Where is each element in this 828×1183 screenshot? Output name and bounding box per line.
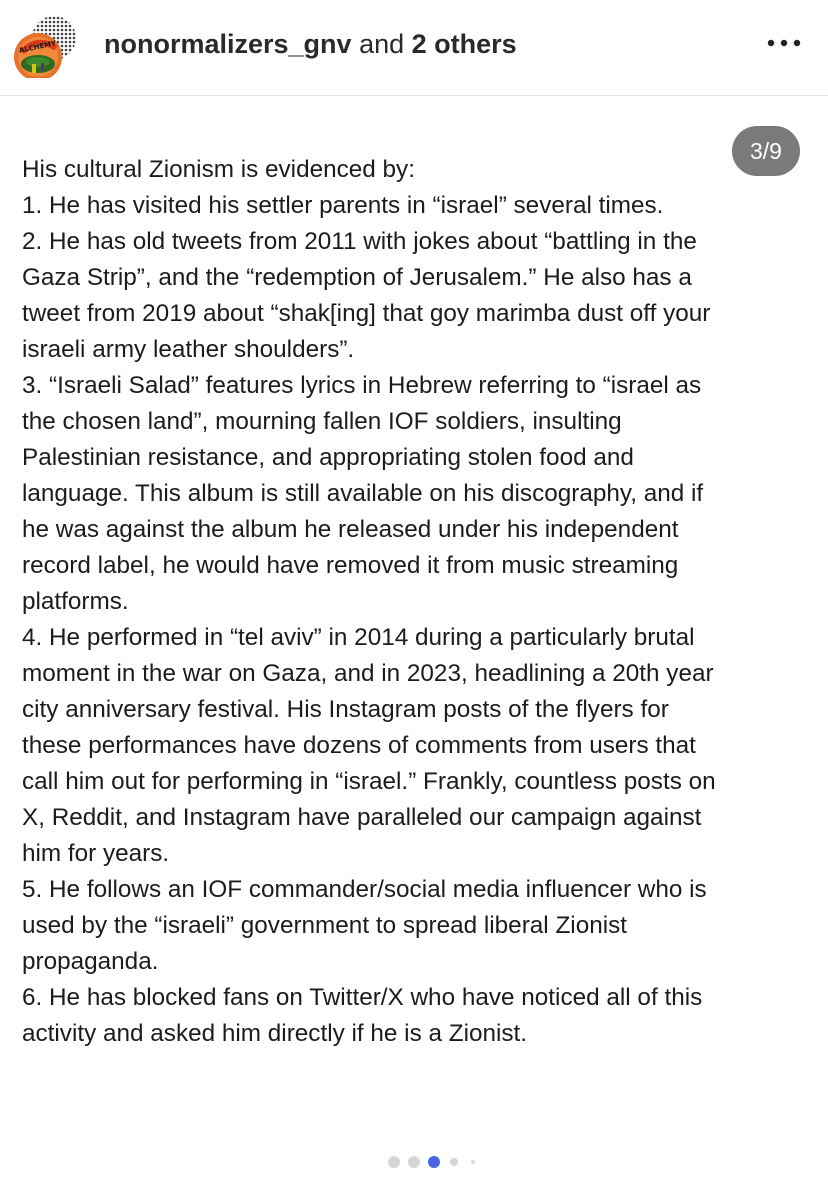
slide-text-line: these performances have dozens of comments from users that (22, 732, 696, 759)
slide-text-line: language. This album is still available on his discography, and if (22, 480, 704, 507)
slide-text-line: X, Reddit, and Instagram have paralleled our campaign against (22, 804, 702, 831)
slide-text-line: His cultural Zionism is evidenced by: (22, 156, 415, 183)
post-header (0, 0, 828, 96)
author-conjunction: and (359, 29, 405, 59)
slide-text-line: used by the “israeli” government to spread liberal Zionist (22, 912, 628, 939)
author-username[interactable]: nonormalizers_gnv (104, 29, 352, 59)
slide-text-line: record label, he would have removed it from music streaming (22, 552, 679, 579)
slide-text-line: platforms. (22, 588, 129, 615)
avatar[interactable] (12, 12, 78, 78)
slide-text-line: israeli army leather shoulders”. (22, 336, 355, 363)
slide-text-line: him for years. (22, 840, 170, 867)
slide-text-line: activity and asked him directly if he is a Zionist. (22, 1020, 528, 1047)
slide-text-line: tweet from 2019 about “shak[ing] that goy marimba dust off your (22, 300, 711, 327)
slide-text-line: 4. He performed in “tel aviv” in 2014 during a particularly brutal (22, 624, 695, 651)
post-author[interactable] (104, 27, 517, 61)
slide-text-line: 6. He has blocked fans on Twitter/X who have noticed all of this (22, 984, 703, 1011)
slide-text-line: the chosen land”, mourning fallen IOF soldiers, insulting (22, 408, 622, 435)
slide-text-line: moment in the war on Gaza, and in 2023, headlining a 20th year (22, 660, 714, 687)
slide-text-line: Palestinian resistance, and appropriating stolen food and (22, 444, 634, 471)
slide-text-line: 3. “Israeli Salad” features lyrics in Hebrew referring to “israel as (22, 372, 702, 399)
slide-text-line: call him out for performing in “israel.” Frankly, countless posts on (22, 768, 716, 795)
slide-text-body (22, 152, 818, 1052)
slide-text-line: 1. He has visited his settler parents in “israel” several times. (22, 192, 664, 219)
pagination-dot[interactable] (388, 1156, 400, 1168)
carousel-pagination (0, 1155, 828, 1169)
avatar-text: ALCHEMY (18, 39, 57, 55)
slide-text-line: 5. He follows an IOF commander/social media influencer who is (22, 876, 707, 903)
more-options-button[interactable] (764, 26, 804, 60)
slide-text-line: propaganda. (22, 948, 159, 975)
alchemy-logo-icon (12, 12, 78, 78)
slide-text-line: city anniversary festival. His Instagram posts of the flyers for (22, 696, 669, 723)
slide-counter-badge: 3/9 (732, 126, 800, 176)
pagination-dot[interactable] (450, 1158, 458, 1166)
author-others[interactable]: 2 others (411, 29, 517, 59)
slide-text-line: Gaza Strip”, and the “redemption of Jerusalem.” He also has a (22, 264, 692, 291)
pagination-dot[interactable] (408, 1156, 420, 1168)
pagination-dot-active[interactable] (428, 1156, 440, 1168)
more-horizontal-icon (767, 39, 801, 47)
slide-text-line: 2. He has old tweets from 2011 with jokes about “battling in the (22, 228, 697, 255)
pagination-dot[interactable] (471, 1160, 475, 1164)
slide-text-line: he was against the album he released under his independent (22, 516, 679, 543)
